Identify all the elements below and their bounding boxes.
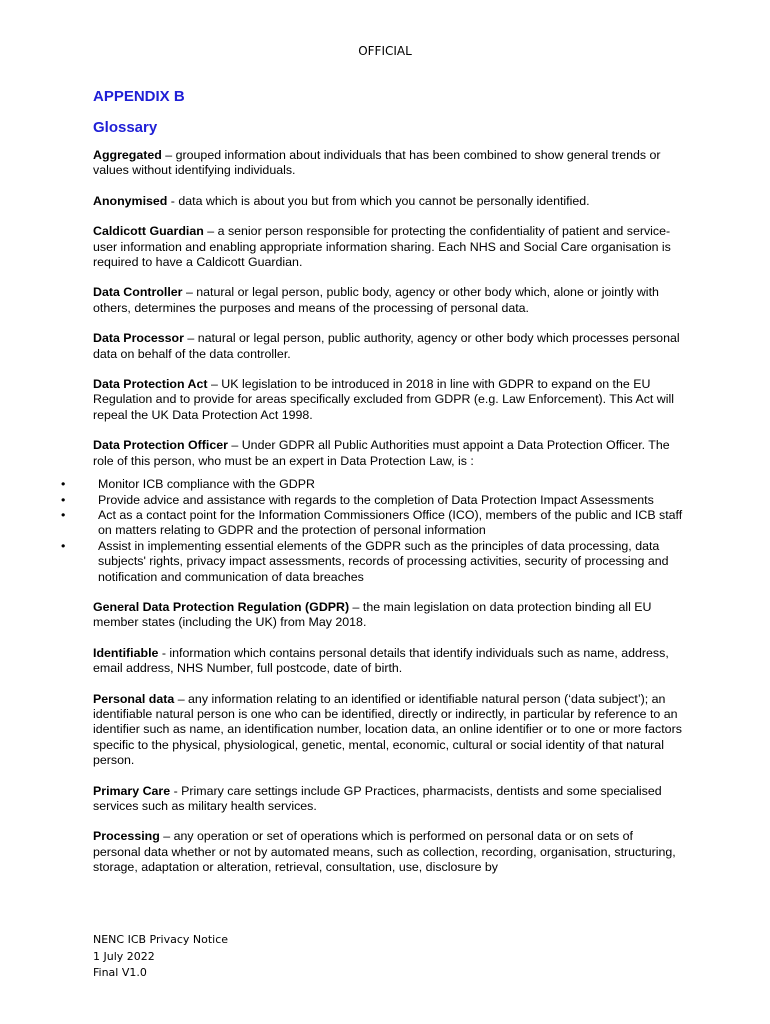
classification-header: OFFICIAL: [358, 44, 412, 58]
glossary-definition: – natural or legal person, public authority, agency or other body which processes personal data on behalf of the data controller.: [93, 331, 680, 361]
glossary-entry-gdpr: [93, 600, 683, 631]
footer-date: 1 July 2022: [93, 949, 155, 963]
glossary-definition: - data which is about you but from which you cannot be personally identified.: [167, 193, 590, 208]
glossary-definition: – any operation or set of operations which is performed on personal data or on sets of personal data whether or not by automated means, such as collection, recording, organisation, structuring, storage, adaptation or alteration, retrieval, consultation, use, disclosure by: [93, 829, 676, 875]
appendix-title: APPENDIX B: [93, 88, 185, 105]
footer-document-title: NENC ICB Privacy Notice: [93, 933, 229, 946]
document-body: [93, 88, 683, 891]
glossary-definition: - Primary care settings include GP Practices, pharmacists, dentists and some specialised services such as military health services.: [93, 783, 662, 813]
glossary-definition: – a senior person responsible for protecting the confidentiality of patient and service-user information and enabling appropriate information sharing. Each NHS and Social Care organisation is required to have a Caldicott Guardian.: [93, 224, 671, 270]
list-item: • Assist in implementing essential elements of the GDPR such as the principles of data processing, data subjects' rights, privacy impact assessments, records of processing activities, security of processing and notification and communication of data breaches: [93, 539, 683, 585]
glossary-entry-data-protection-act: [93, 377, 683, 423]
glossary-entry-aggregated: [93, 148, 683, 179]
glossary-term: General Data Protection Regulation (GDPR): [93, 599, 350, 614]
glossary-entry-primary-care: [93, 784, 683, 815]
glossary-term: Processing: [93, 829, 160, 844]
glossary-definition: – natural or legal person, public body, agency or other body which, alone or jointly with others, determines the purposes and means of the processing of personal data.: [93, 285, 659, 315]
glossary-term: Aggregated: [93, 148, 162, 162]
glossary-term: Personal data: [93, 691, 175, 706]
footer-version: Final V1.0: [93, 966, 147, 979]
dpo-duties-list: [93, 477, 683, 585]
glossary-term: Data Processor: [93, 331, 184, 346]
glossary-title: Glossary: [93, 119, 158, 136]
list-item: • Provide advice and assistance with regards to the completion of Data Protection Impact Assessments: [93, 493, 683, 508]
glossary-term: Data Protection Act: [93, 377, 208, 392]
glossary-definition: – UK legislation to be introduced in 2018 in line with GDPR to expand on the EU Regulation and to provide for areas specifically excluded from GDPR (e.g. Law Enforcement). This Act will repeal the UK Data Protection Act 1998.: [93, 377, 675, 422]
glossary-definition: – the main legislation on data protection binding all EU member states (including the UK) from May 2018.: [93, 599, 652, 630]
glossary-term: Data Controller: [93, 285, 183, 300]
list-item: • Monitor ICB compliance with the GDPR: [93, 477, 683, 492]
page-footer: [93, 932, 228, 982]
glossary-definition: - information which contains personal details that identify individuals such as name, address, email address, NHS Number, full postcode, date of birth.: [93, 645, 669, 676]
glossary-entry-caldicott-guardian: [93, 224, 683, 270]
glossary-term: Caldicott Guardian: [93, 224, 204, 239]
glossary-entry-personal-data: [93, 692, 683, 769]
glossary-entry-data-controller: [93, 285, 683, 316]
glossary-definition: – any information relating to an identified or identifiable natural person (‘data subject’); an identifiable natural person is one who can be identified, directly or indirectly, in particular by reference to an identifier such as name, an identification number, location data, an online identifier or to one or more factors specific to the physical, physiological, genetic, mental, economic, cultural or social identity of that natural person.: [93, 691, 682, 768]
glossary-entry-anonymised: [93, 194, 683, 209]
glossary-definition: – grouped information about individuals that has been combined to show general trends or values without identifying individuals.: [93, 148, 661, 178]
list-item: • Act as a contact point for the Information Commissioners Office (ICO), members of the public and ICB staff on matters relating to GDPR and the protection of personal information: [93, 508, 683, 539]
glossary-entry-identifiable: [93, 646, 683, 677]
glossary-entry-data-processor: [93, 331, 683, 362]
glossary-entry-data-protection-officer: [93, 438, 683, 469]
glossary-definition: – Under GDPR all Public Authorities must appoint a Data Protection Officer. The role of this person, who must be an expert in Data Protection Law, is :: [93, 438, 670, 468]
glossary-term: Anonymised: [93, 193, 168, 208]
glossary-term: Data Protection Officer: [93, 438, 228, 453]
glossary-term: Identifiable: [93, 645, 159, 660]
glossary-term: Primary Care: [93, 783, 171, 798]
glossary-entry-processing: [93, 829, 683, 875]
